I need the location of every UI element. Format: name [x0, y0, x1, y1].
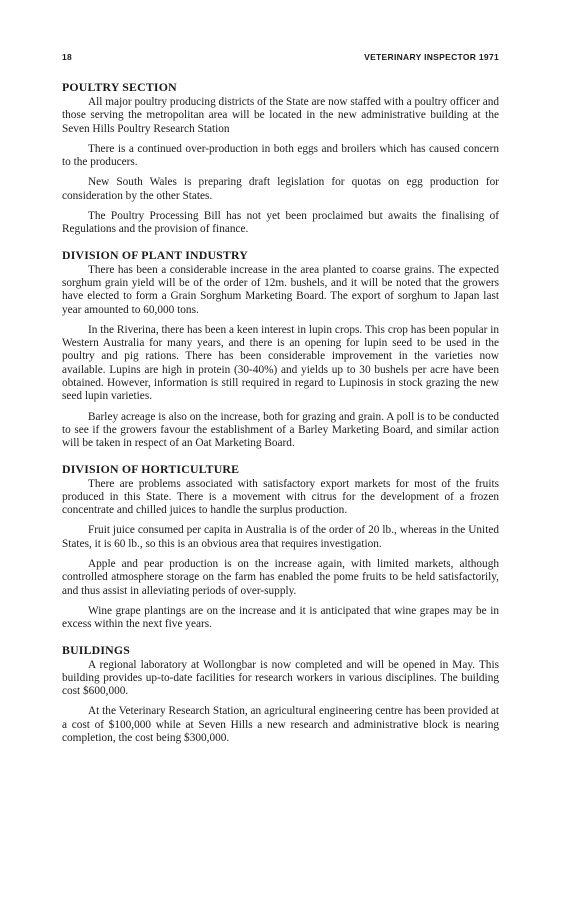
paragraph: New South Wales is preparing draft legislation for quotas on egg production for consideration by the other States. — [62, 176, 499, 202]
paragraph: The Poultry Processing Bill has not yet been proclaimed but awaits the finalising of Regulations and the provision of finance. — [62, 210, 499, 236]
plant-industry-section — [62, 248, 499, 451]
paragraph: There is a continued over-production in both eggs and broilers which has caused concern to the producers. — [62, 142, 499, 169]
paragraph: Apple and pear production is on the increase again, with limited markets, although controlled atmosphere storage on the farm has enabled the pome fruits to be held satisfactorily, and thus assist in alleviating periods of over-supply. — [62, 558, 499, 597]
section-heading: POULTRY SECTION — [62, 80, 177, 94]
section-heading: DIVISION OF HORTICULTURE — [62, 461, 240, 476]
page-body — [62, 80, 499, 752]
paragraph: Wine grape plantings are on the increase and it is anticipated that wine grapes may be in excess within the next five years. — [62, 604, 499, 631]
section-heading: DIVISION OF PLANT INDUSTRY — [62, 247, 249, 262]
paragraph: At the Veterinary Research Station, an agricultural engineering centre has been provided at a cost of $100,000 while at Seven Hills a new research and administrative block is nearing completion, the cost being $300,000. — [62, 705, 499, 744]
page-number: 18 — [62, 52, 73, 62]
running-title: VETERINARY INSPECTOR 1971 — [364, 52, 499, 62]
paragraph: All major poultry producing districts of the State are now staffed with a poultry officer and those serving the metropolitan area will be located in the new administrative building at the Seven Hills Poultry Research Station — [62, 96, 499, 135]
paragraph: A regional laboratory at Wollongbar is now completed and will be opened in May. This building provides up-to-date facilities for research workers in various disciplines. The building cost $600,000. — [62, 658, 499, 698]
horticulture-section — [62, 462, 499, 632]
paragraph: In the Riverina, there has been a keen interest in lupin crops. This crop has been popular in Western Australia for many years, and there is an opening for lupin seed to be used in the poultry and pig rations. There has been considerable improvement in the varieties now available. Lupins are high in protein (30-40%) and yields up to 30 bushels per acre have been obtained. However, information is still required in regard to Lupinosis in stock grazing the new seed lupin varieties. — [62, 323, 499, 403]
section-heading: BUILDINGS — [62, 642, 131, 657]
page-header — [62, 52, 499, 66]
paragraph: There are problems associated with satisfactory export markets for most of the fruits produced in this State. There is a movement with citrus for the development of a frozen concentrate and chilled juices to handle the surplus production. — [62, 477, 499, 517]
paragraph: Barley acreage is also on the increase, both for grazing and grain. A poll is to be conducted to see if the growers favour the establishment of a Barley Marketing Board, and similar action will be taken in respect of an Oat Marketing Board. — [62, 410, 499, 450]
paragraph: Fruit juice consumed per capita in Australia is of the order of 20 lb., whereas in the United States, it is 60 lb., so this is an obvious area that requires investigation. — [62, 524, 499, 550]
poultry-section — [62, 80, 499, 237]
buildings-section — [62, 643, 499, 746]
paragraph: There has been a considerable increase in the area planted to coarse grains. The expected sorghum grain yield will be of the order of 12m. bushels, and it will be noted that the growers have elected to form a Grain Sorghum Marketing Board. The export of sorghum to Japan last year amounted to 60,000 tons. — [62, 263, 499, 316]
